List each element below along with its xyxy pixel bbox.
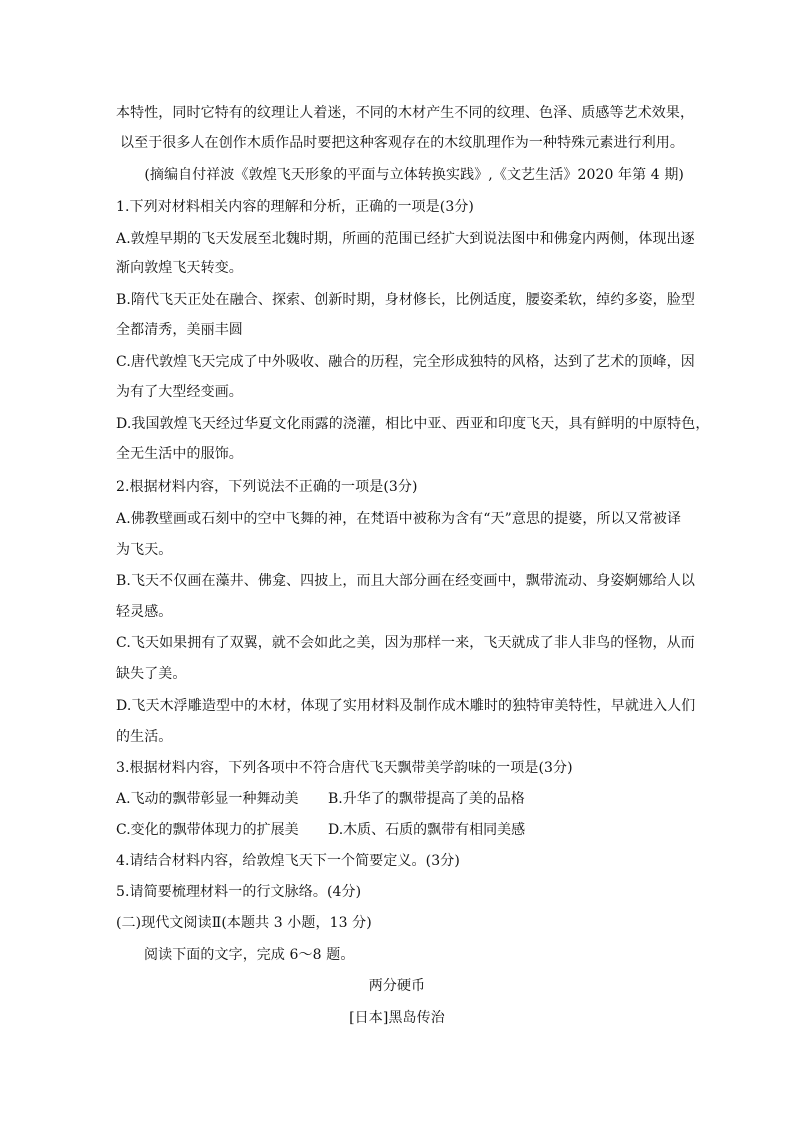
question-stem: 4.请结合材料内容，给敦煌飞天下一个简要定义。(3分) <box>116 853 460 869</box>
question-stem: 2.根据材料内容，下列说法不正确的一项是(3分) <box>116 479 418 495</box>
option-b: B.升华了的飘带提高了美的品格 <box>328 791 525 807</box>
option-a: A.飞动的飘带彰显一种舞动美 <box>116 791 299 807</box>
option-line: 全无生活中的服饰。 <box>116 446 243 462</box>
option-line: A.敦煌早期的飞天发展至北魏时期，所画的范围已经扩大到说法图中和佛龛内两侧，体现出逐 <box>116 231 695 247</box>
question-stem: 3.根据材料内容，下列各项中不符合唐代飞天飘带美学韵味的一项是(3分) <box>116 760 573 776</box>
option-line: 渐向敦煌飞天转变。 <box>116 260 243 276</box>
question-stem: 1.下列对材料相关内容的理解和分析，正确的一项是(3分) <box>116 199 474 215</box>
option-line: D.我国敦煌飞天经过华夏文化雨露的浇灌，相比中亚、西亚和印度飞天，具有鲜明的中原特色， <box>116 416 710 432</box>
passage-line: 本特性，同时它特有的纹理让人着迷，不同的木材产生不同的纹理、色泽、质感等艺术效果， <box>116 105 695 121</box>
section-instruction: 阅读下面的文字，完成 6～8 题。 <box>144 947 355 963</box>
question-stem: 5.请简要梳理材料一的行文脉络。(4分) <box>116 884 362 900</box>
story-author: [日本]黑岛传治 <box>349 1010 445 1026</box>
option-line: C.唐代敦煌飞天完成了中外吸收、融合的历程，完全形成独特的风格，达到了艺术的顶峰，因 <box>116 354 695 370</box>
option-line: 的生活。 <box>116 729 173 745</box>
passage-line: 以至于很多人在创作木质作品时要把这种客观存在的木纹肌理作为一种特殊元素进行利用。 <box>120 135 684 151</box>
option-line: 缺失了美。 <box>116 666 187 682</box>
option-line: 全都清秀，美丽丰圆 <box>116 322 243 338</box>
option-line: B.飞天不仅画在藻井、佛龛、四披上，而且大部分画在经变画中，飘带流动、身姿婀娜给人以 <box>116 573 695 589</box>
section-heading: (二)现代文阅读Ⅱ(本题共 3 小题，13 分) <box>116 915 372 931</box>
option-line: A.佛教壁画或石刻中的空中飞舞的神，在梵语中被称为含有“天”意思的提婆，所以又常被译 <box>116 511 682 527</box>
option-line: 为有了大型经变画。 <box>116 384 243 400</box>
option-row <box>116 790 525 808</box>
story-title: 两分硬币 <box>368 978 426 994</box>
option-line: B.隋代飞天正处在融合、探索、创新时期，身材修长，比例适度，腰姿柔软，绰约多姿，脸型 <box>116 292 695 308</box>
option-c: C.变化的飘带体现力的扩展美 <box>116 822 299 838</box>
option-line: C.飞天如果拥有了双翼，就不会如此之美，因为那样一来，飞天就成了非人非鸟的怪物，从而 <box>116 635 695 651</box>
option-d: D.木质、石质的飘带有相同美感 <box>328 822 526 838</box>
option-row <box>116 821 525 839</box>
citation: (摘编自付祥波《敦煌飞天形象的平面与立体转换实践》,《文艺生活》2020 年第 4 期) <box>144 167 684 183</box>
option-line: 轻灵感。 <box>116 604 173 620</box>
option-line: D.飞天木浮雕造型中的木材，体现了实用材料及制作成木雕时的独特审美特性，早就进入人们 <box>116 698 696 714</box>
option-line: 为飞天。 <box>116 542 173 558</box>
